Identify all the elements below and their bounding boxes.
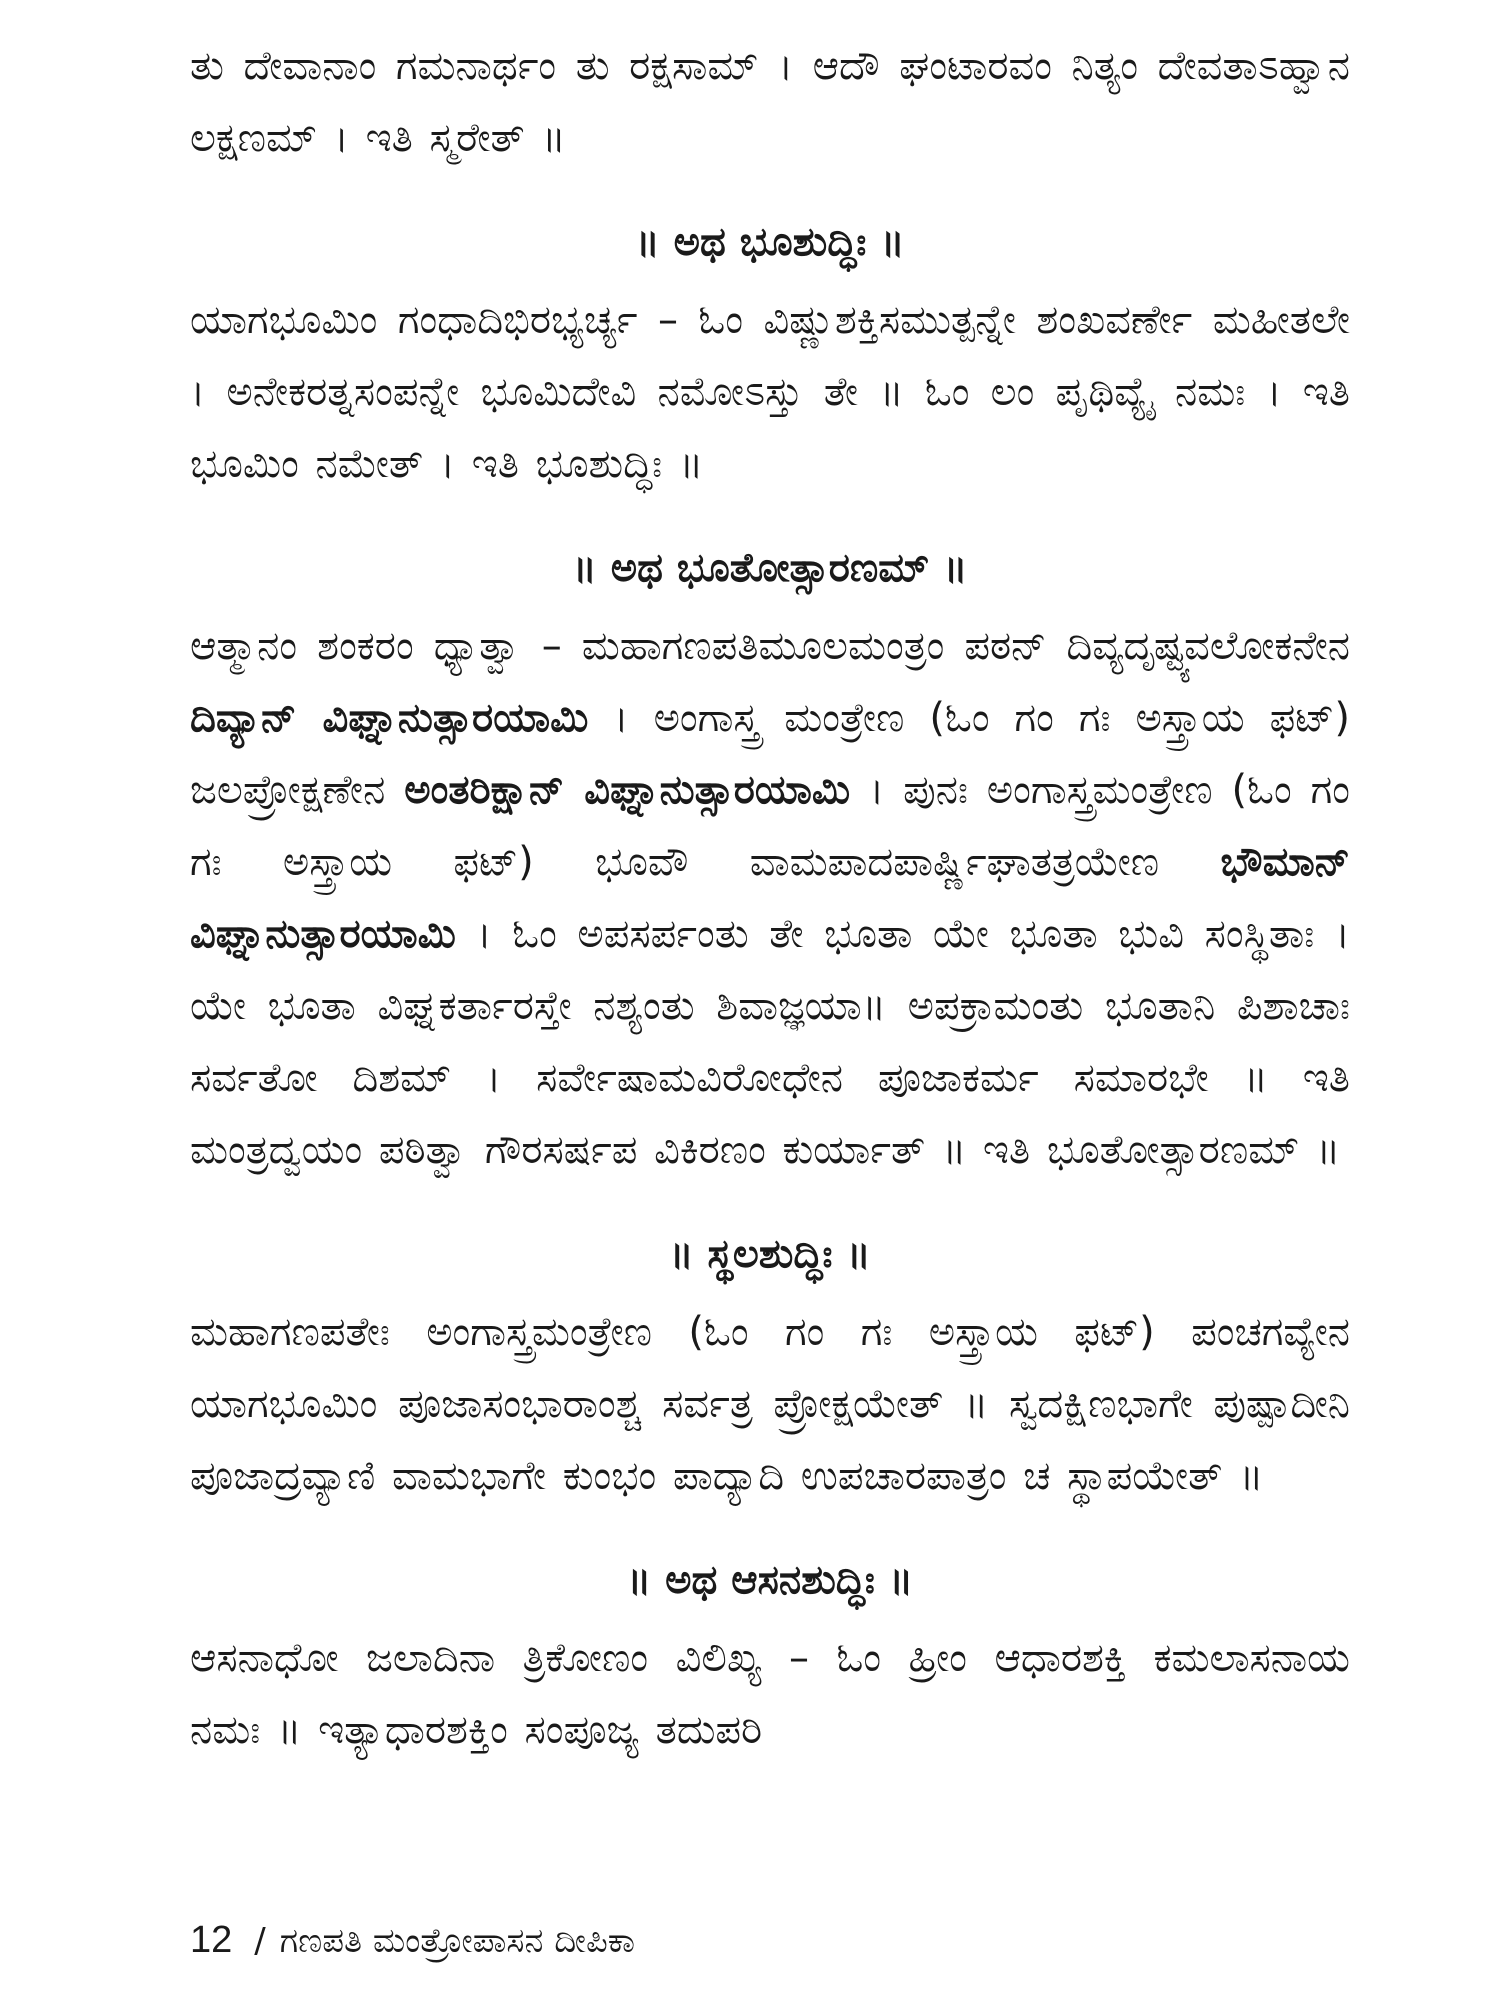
- page-body: [190, 30, 1350, 1766]
- heading-bhutotsaranam: ॥ ಅಥ ಭೂತೋತ್ಸಾರಣಮ್ ॥: [572, 545, 968, 591]
- text-segment: ಆತ್ಮಾನಂ ಶಂಕರಂ ಧ್ಯಾತ್ವಾ – ಮಹಾಗಣಪತಿಮೂಲಮಂತ್ರಂ ಪಠನ್ ದಿವ್ಯದೃಷ್ಟ್ಯವಲೋಕನೇನ: [190, 623, 1350, 669]
- bold-phrase-antarikshan: ಅಂತರಿಕ್ಷಾನ್ ವಿಘ್ನಾನುತ್ಸಾರಯಾಮಿ: [404, 767, 851, 813]
- text-segment: । ಅಂಗಾಸ್ತ್ರ ಮಂತ್ರೇಣ (ಓಂ ಗಂ ಗಃ ಅಸ್ತ್ರಾಯ ಫಟ್) ಜಲಪ್ರೋಕ್ಷಣೇನ: [190, 695, 1350, 813]
- bold-phrase-divyan: ದಿವ್ಯಾನ್ ವಿಘ್ನಾನುತ್ಸಾರಯಾಮಿ: [190, 695, 589, 741]
- footer-separator: /: [254, 1921, 266, 1961]
- paragraph-bhutotsaranam: [190, 610, 1350, 1186]
- bold-phrase-bhauman: ಭೌಮಾನ್ ವಿಘ್ನಾನುತ್ಸಾರಯಾಮಿ: [190, 839, 1350, 957]
- book-title: ಗಣಪತಿ ಮಂತ್ರೋಪಾಸನ ದೀಪಿಕಾ: [279, 1921, 636, 1961]
- heading-sthalashuddhi: ॥ ಸ್ಥಲಶುದ್ಧಿಃ ॥: [669, 1231, 871, 1277]
- paragraph-asanashuddhi: ಆಸನಾಧೋ ಜಲಾದಿನಾ ತ್ರಿಕೋಣಂ ವಿಲಿಖ್ಯ – ಓಂ ಹ್ರೀಂ ಆಧಾರಶಕ್ತಿ ಕಮಲಾಸನಾಯ ನಮಃ ॥ ಇತ್ಯಾಧಾರಶಕ್ತಿಂ ಸಂಪೂಜ್ಯ ತದುಪರಿ: [190, 1635, 1350, 1753]
- page-number: 12: [190, 1919, 233, 1961]
- text-segment: । ಪುನಃ ಅಂಗಾಸ್ತ್ರಮಂತ್ರೇಣ (ಓಂ ಗಂ ಗಃ ಅಸ್ತ್ರಾಯ ಫಟ್) ಭೂವೌ ವಾಮಪಾದಪಾರ್ಷ್ಣಿಘಾತತ್ರಯೇಣ: [190, 767, 1350, 885]
- paragraph-ghanta-continuation: ತು ದೇವಾನಾಂ ಗಮನಾರ್ಥಂ ತು ರಕ್ಷಸಾಮ್ । ಆದೌ ಘಂಟಾರವಂ ನಿತ್ಯಂ ದೇವತಾಽಹ್ವಾನ ಲಕ್ಷಣಮ್ । ಇತಿ ಸ್ಮರೇತ್ ॥: [190, 43, 1350, 161]
- text-segment: । ಓಂ ಅಪಸರ್ಪಂತು ತೇ ಭೂತಾ ಯೇ ಭೂತಾ ಭುವಿ ಸಂಸ್ಥಿತಾಃ । ಯೇ ಭೂತಾ ವಿಘ್ನಕರ್ತಾರಸ್ತೇ ನಶ್ಯಂತು ಶಿವಾಜ್ಞಯಾ॥ ಅಪಕ್ರಾಮಂತು ಭೂತಾನಿ ಪಿಶಾಚಾಃ ಸರ್ವತೋ ದಿಶಮ್ । ಸರ್ವೇಷಾಮವಿರೋಧೇನ ಪೂಜಾಕರ್ಮ ಸಮಾರಭೇ ॥ ಇತಿ ಮಂತ್ರದ್ವಯಂ ಪಠಿತ್ವಾ ಗೌರಸರ್ಷಪ ವಿಕಿರಣಂ ಕುರ್ಯಾತ್ ॥ ಇತಿ ಭೂತೋತ್ಸಾರಣಮ್ ॥: [190, 911, 1350, 1173]
- heading-bhushuddhi: ॥ ಅಥ ಭೂಶುದ್ಧಿಃ ॥: [635, 219, 905, 265]
- paragraph-sthalashuddhi: ಮಹಾಗಣಪತೇಃ ಅಂಗಾಸ್ತ್ರಮಂತ್ರೇಣ (ಓಂ ಗಂ ಗಃ ಅಸ್ತ್ರಾಯ ಫಟ್) ಪಂಚಗವ್ಯೇನ ಯಾಗಭೂಮಿಂ ಪೂಜಾಸಂಭಾರಾಂಶ್ಚ ಸರ್ವತ್ರ ಪ್ರೋಕ್ಷಯೇತ್ ॥ ಸ್ವದಕ್ಷಿಣಭಾಗೇ ಪುಷ್ಪಾದೀನಿ ಪೂಜಾದ್ರವ್ಯಾಣಿ ವಾಮಭಾಗೇ ಕುಂಭಂ ಪಾದ್ಯಾದಿ ಉಪಚಾರಪಾತ್ರಂ ಚ ಸ್ಥಾಪಯೇತ್ ॥: [190, 1309, 1350, 1499]
- heading-asanashuddhi: ॥ ಅಥ ಆಸನಶುದ್ಧಿಃ ॥: [626, 1557, 914, 1603]
- paragraph-bhushuddhi: ಯಾಗಭೂಮಿಂ ಗಂಧಾದಿಭಿರಭ್ಯರ್ಚ್ಯ – ಓಂ ವಿಷ್ಣುಶಕ್ತಿಸಮುತ್ಪನ್ನೇ ಶಂಖವರ್ಣೇ ಮಹೀತಲೇ । ಅನೇಕರತ್ನಸಂಪನ್ನೇ ಭೂಮಿದೇವಿ ನಮೋಽಸ್ತು ತೇ ॥ ಓಂ ಲಂ ಪೃಥಿವ್ಯೈ ನಮಃ । ಇತಿ ಭೂಮಿಂ ನಮೇತ್ । ಇತಿ ಭೂಶುದ್ಧಿಃ ॥: [190, 297, 1350, 487]
- page-footer: [190, 1918, 635, 1963]
